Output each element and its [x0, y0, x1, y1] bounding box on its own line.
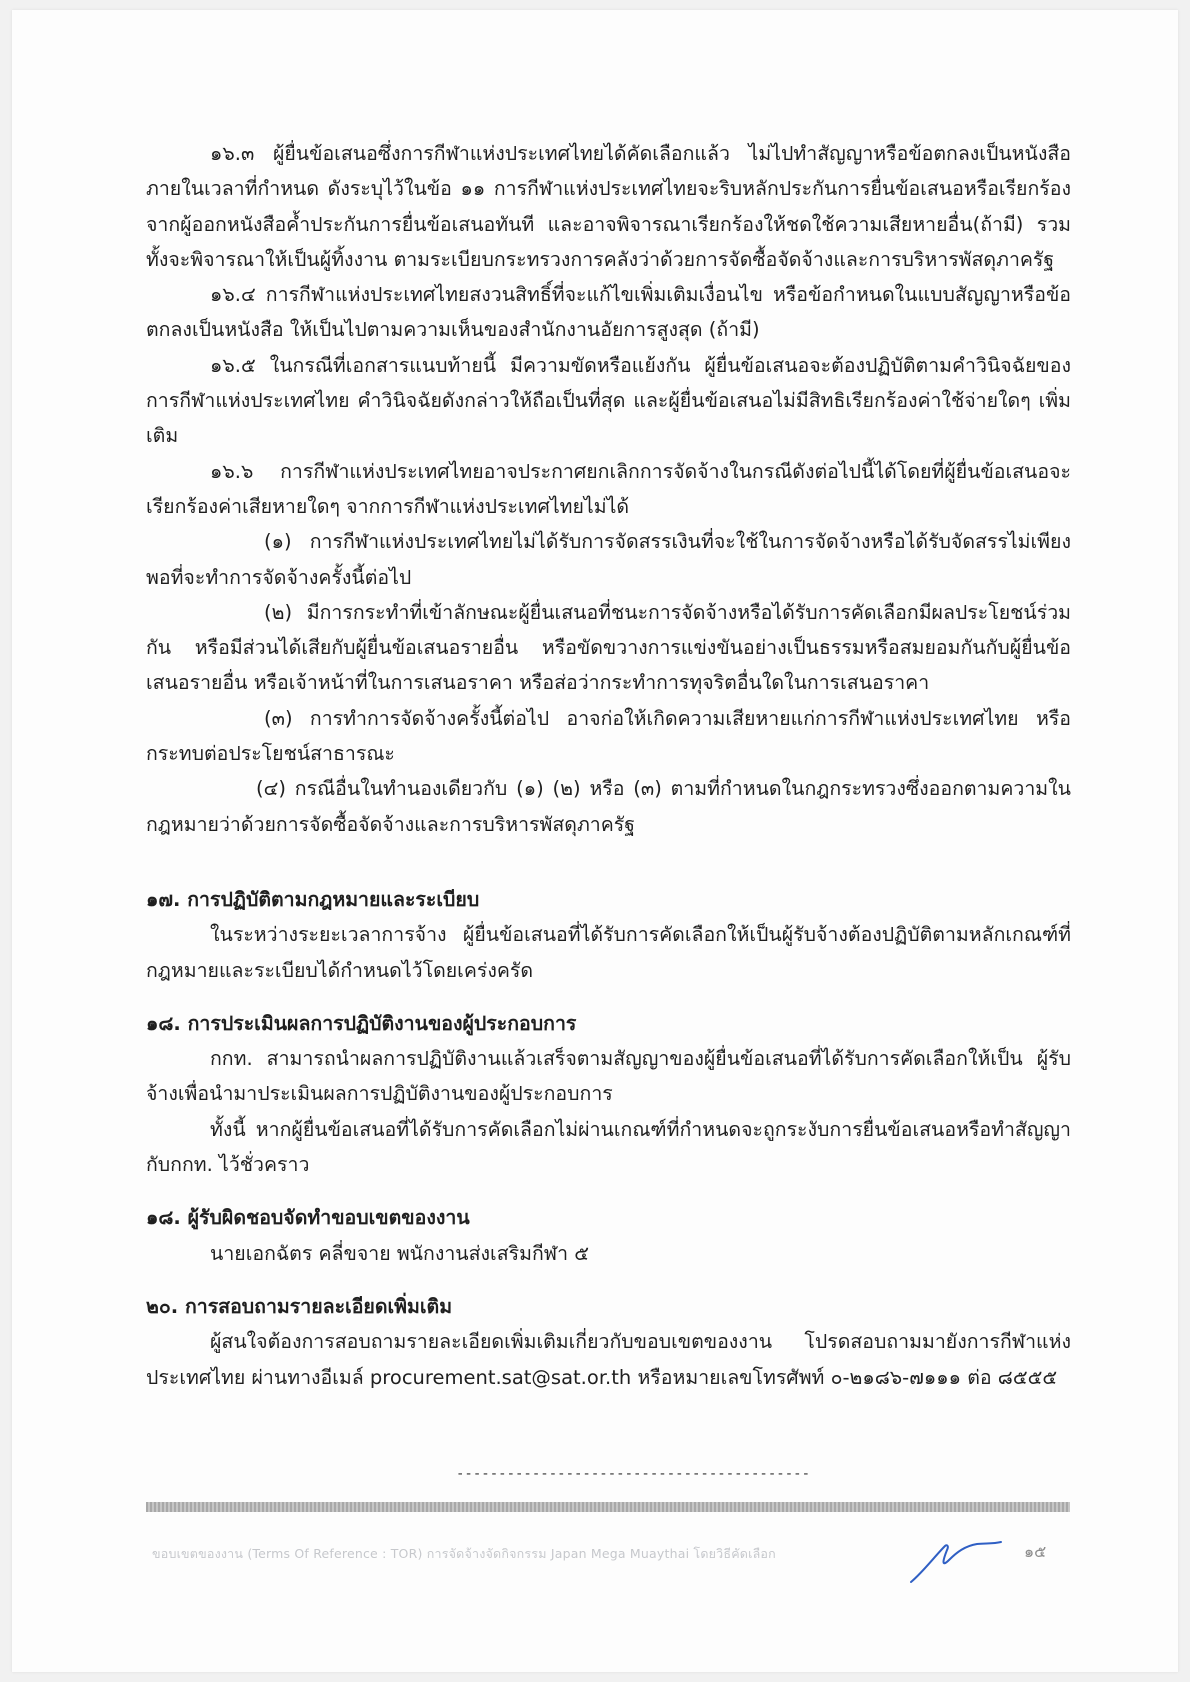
clause-16-6-item-4: (๔) กรณีอื่นในทำนองเดียวกับ (๑) (๒) หรือ (๓) ตามที่กำหนดในกฎกระทรวงซึ่งออกตามความในกฎหมายว่าด้วยการจัดซื้อจัดจ้างและการบริหารพัสดุภาครัฐ — [146, 777, 1071, 836]
section-17-heading: ๑๗. การปฏิบัติตามกฎหมายและระเบียบ — [146, 887, 480, 911]
section-19-text: นายเอกฉัตร คลี่ขจาย พนักงานส่งเสริมกีฬา ๕ — [210, 1241, 589, 1265]
footer-bar — [146, 1502, 1070, 1512]
signature-icon — [905, 1538, 1005, 1586]
footer-text: ขอบเขตของงาน (Terms Of Reference : TOR) การจัดจ้างจัดกิจกรรม Japan Mega Muaythai โดยวิธีคัดเลือก — [152, 1546, 776, 1561]
section-20-text: ผู้สนใจต้องการสอบถามรายละเอียดเพิ่มเติมเกี่ยวกับขอบเขตของงาน โปรดสอบถามมายังการกีฬาแห่งประเทศไทย ผ่านทางอีเมล์ procurement.sat@sat.or.th หรือหมายเลขโทรศัพท์ ๐-๒๑๘๖-๗๑๑๑ ต่อ ๘๕๕๕ — [146, 1330, 1071, 1389]
clause-16-5: ๑๖.๕ ในกรณีที่เอกสารแนบท้ายนี้ มีความขัดหรือแย้งกัน ผู้ยื่นข้อเสนอจะต้องปฏิบัติตามคำวินิจฉัยของการกีฬาแห่งประเทศไทย คำวินิจฉัยดังกล่าวให้ถือเป็นที่สุด และผู้ยื่นข้อเสนอไม่มีสิทธิเรียกร้องค่าใช้จ่ายใดๆ เพิ่มเติม — [146, 353, 1071, 448]
clause-16-6-item-3: (๓) การทำการจัดจ้างครั้งนี้ต่อไป อาจก่อให้เกิดความเสียหายแก่การกีฬาแห่งประเทศไทย หรือกระทบต่อประโยชน์สาธารณะ — [146, 706, 1071, 766]
document-body — [146, 136, 1071, 1395]
section-18-heading: ๑๘. การประเมินผลการปฏิบัติงานของผู้ประกอบการ — [146, 1011, 577, 1035]
section-18-text-2: ทั้งนี้ หากผู้ยื่นข้อเสนอที่ได้รับการคัดเลือกไม่ผ่านเกณฑ์ที่กำหนดจะถูกระงับการยื่นข้อเสนอหรือทำสัญญากับกกท. ไว้ชั่วคราว — [146, 1117, 1071, 1177]
section-18-text-1: กกท. สามารถนำผลการปฏิบัติงานแล้วเสร็จตามสัญญาของผู้ยื่นข้อเสนอที่ได้รับการคัดเลือกให้เป็น ผู้รับจ้างเพื่อนำมาประเมินผลการปฏิบัติงานของผู้ประกอบการ — [146, 1047, 1071, 1106]
clause-16-3: ๑๖.๓ ผู้ยื่นข้อเสนอซึ่งการกีฬาแห่งประเทศไทยได้คัดเลือกแล้ว ไม่ไปทำสัญญาหรือข้อตกลงเป็นหนังสือภายในเวลาที่กำหนด ดังระบุไว้ในข้อ ๑๑ การกีฬาแห่งประเทศไทยจะริบหลักประกันการยื่นข้อเสนอหรือเรียกร้องจากผู้ออกหนังสือค้ำประกันการยื่นข้อเสนอทันที และอาจพิจารณาเรียกร้องให้ชดใช้ความเสียหายอื่น(ถ้ามี) รวมทั้งจะพิจารณาให้เป็นผู้ทิ้งงาน ตามระเบียบกระทรวงการคลังว่าด้วยการจัดซื้อจัดจ้างและการบริหารพัสดุภาครัฐ — [146, 142, 1071, 271]
clause-16-6-item-2: (๒) มีการกระทำที่เข้าลักษณะผู้ยื่นเสนอที่ชนะการจัดจ้างหรือได้รับการคัดเลือกมีผลประโยชน์ร่วมกัน หรือมีส่วนได้เสียกับผู้ยื่นข้อเสนอรายอื่น หรือขัดขวางการแข่งขันอย่างเป็นธรรมหรือสมยอมกันกับผู้ยื่นข้อเสนอรายอื่น หรือเจ้าหน้าที่ในการเสนอราคา หรือส่อว่ากระทำการทุจริตอื่นใดในการเสนอราคา — [146, 600, 1071, 695]
section-17-text: ในระหว่างระยะเวลาการจ้าง ผู้ยื่นข้อเสนอที่ได้รับการคัดเลือกให้เป็นผู้รับจ้างต้องปฏิบัติตามหลักเกณฑ์ที่กฎหมายและระเบียบได้กำหนดไว้โดยเคร่งครัด — [146, 923, 1071, 982]
section-20-heading: ๒๐. การสอบถามรายละเอียดเพิ่มเติม — [146, 1294, 453, 1318]
page-number: ๑๕ — [1024, 1542, 1047, 1561]
section-19-heading: ๑๘. ผู้รับผิดชอบจัดทำขอบเขตของงาน — [146, 1206, 470, 1230]
clause-16-4: ๑๖.๔ การกีฬาแห่งประเทศไทยสงวนสิทธิ์ที่จะแก้ไขเพิ่มเติมเงื่อนไข หรือข้อกำหนดในแบบสัญญาหรือข้อตกลงเป็นหนังสือ ให้เป็นไปตามความเห็นของสำนักงานอัยการสูงสุด (ถ้ามี) — [146, 283, 1071, 342]
clause-16-6: ๑๖.๖ การกีฬาแห่งประเทศไทยอาจประกาศยกเลิกการจัดจ้างในกรณีดังต่อไปนี้ได้โดยที่ผู้ยื่นข้อเสนอจะเรียกร้องค่าเสียหายใดๆ จากการกีฬาแห่งประเทศไทยไม่ได้ — [146, 459, 1071, 518]
end-divider: ------------------------------------------ — [456, 1466, 811, 1482]
clause-16-6-item-1: (๑) การกีฬาแห่งประเทศไทยไม่ได้รับการจัดสรรเงินที่จะใช้ในการจัดจ้างหรือได้รับจัดสรรไม่เพียงพอที่จะทำการจัดจ้างครั้งนี้ต่อไป — [146, 530, 1071, 589]
